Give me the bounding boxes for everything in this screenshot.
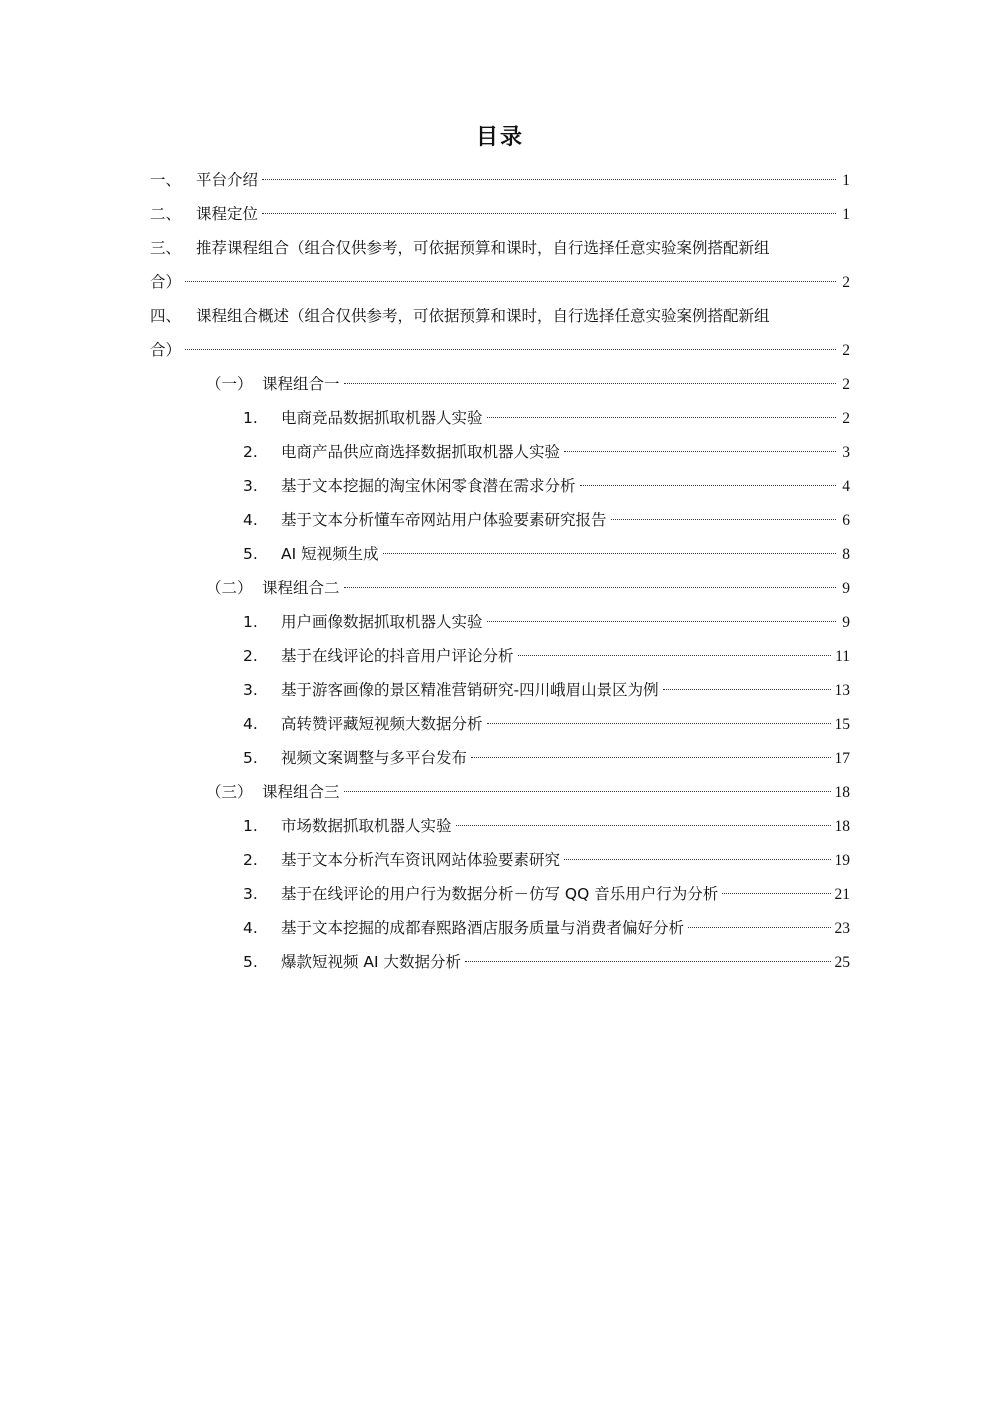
- dot-leader: [185, 281, 836, 282]
- toc-entry[interactable]: [150, 231, 850, 299]
- dot-leader: [456, 825, 831, 826]
- toc-entry-page: 2: [842, 410, 850, 427]
- toc-entry[interactable]: [150, 503, 850, 537]
- toc-entry-page: 15: [834, 716, 850, 733]
- toc-entry-number: （二）: [206, 579, 253, 597]
- toc-entry-text: 基于文本挖掘的淘宝休闲零食潜在需求分析: [281, 477, 576, 495]
- toc-entry[interactable]: [150, 843, 850, 877]
- dot-leader: [564, 451, 836, 452]
- toc-entry-page: 1: [842, 206, 850, 223]
- toc-entry-text: 基于在线评论的抖音用户评论分析: [281, 647, 514, 665]
- table-of-contents: [150, 163, 850, 979]
- dot-leader: [471, 757, 830, 758]
- toc-entry-page: 2: [842, 274, 850, 291]
- toc-entry[interactable]: [150, 401, 850, 435]
- toc-entry-page: 1: [842, 172, 850, 189]
- dot-leader: [262, 179, 836, 180]
- toc-entry[interactable]: [150, 877, 850, 911]
- toc-entry-number: 2.: [243, 647, 258, 665]
- dot-leader: [722, 893, 830, 894]
- toc-entry-text: 课程组合一: [262, 375, 340, 393]
- dot-leader: [688, 927, 830, 928]
- dot-leader: [580, 485, 836, 486]
- toc-entry-text: 课程组合三: [262, 783, 340, 801]
- toc-entry[interactable]: [150, 299, 850, 367]
- toc-entry[interactable]: [150, 673, 850, 707]
- toc-entry-page: 23: [834, 920, 850, 937]
- toc-entry-page: 3: [842, 444, 850, 461]
- toc-entry[interactable]: [150, 197, 850, 231]
- dot-leader: [465, 961, 830, 962]
- toc-entry-page: 8: [842, 546, 850, 563]
- toc-entry-number: （三）: [206, 783, 253, 801]
- toc-entry[interactable]: [150, 775, 850, 809]
- toc-entry-page: 11: [835, 648, 850, 665]
- toc-entry-text: 基于游客画像的景区精准营销研究-四川峨眉山景区为例: [281, 681, 659, 699]
- toc-entry-number: 二、: [150, 205, 182, 223]
- dot-leader: [344, 587, 836, 588]
- toc-entry[interactable]: [150, 741, 850, 775]
- toc-entry-text: 电商竞品数据抓取机器人实验: [281, 409, 483, 427]
- toc-entry[interactable]: [150, 639, 850, 673]
- toc-entry-text: 基于文本挖掘的成都春熙路酒店服务质量与消费者偏好分析: [281, 919, 685, 937]
- toc-entry-number: 1.: [243, 409, 258, 427]
- toc-entry-text: 基于文本分析懂车帝网站用户体验要素研究报告: [281, 511, 607, 529]
- toc-entry-number: 3.: [243, 885, 258, 903]
- toc-entry-text: 平台介绍: [196, 171, 259, 189]
- toc-entry-page: 17: [834, 750, 850, 767]
- toc-entry[interactable]: [150, 945, 850, 979]
- toc-entry-page: 2: [842, 376, 850, 393]
- toc-entry[interactable]: [150, 367, 850, 401]
- toc-entry-text: 推荐课程组合（组合仅供参考，可依据预算和课时，自行选择任意实验案例搭配新组: [196, 239, 770, 257]
- dot-leader: [344, 791, 831, 792]
- toc-entry-page: 21: [834, 886, 850, 903]
- dot-leader: [487, 621, 836, 622]
- toc-entry-text: 课程组合概述（组合仅供参考，可依据预算和课时，自行选择任意实验案例搭配新组: [196, 307, 770, 325]
- toc-entry-text: 基于文本分析汽车资讯网站体验要素研究: [281, 851, 561, 869]
- toc-entry-page: 13: [834, 682, 850, 699]
- toc-entry-number: 1.: [243, 613, 258, 631]
- toc-entry[interactable]: [150, 571, 850, 605]
- toc-entry-text: AI 短视频生成: [281, 545, 379, 563]
- toc-entry-number: 4.: [243, 511, 258, 529]
- toc-entry-text: 用户画像数据抓取机器人实验: [281, 613, 483, 631]
- toc-entry-page: 9: [842, 580, 850, 597]
- dot-leader: [185, 349, 836, 350]
- toc-entry-page: 6: [842, 512, 850, 529]
- toc-entry-number: 1.: [243, 817, 258, 835]
- toc-entry-page: 25: [834, 954, 850, 971]
- toc-entry-number: 四、: [150, 307, 182, 325]
- toc-entry[interactable]: [150, 809, 850, 843]
- toc-entry-number: 2.: [243, 443, 258, 461]
- dot-leader: [564, 859, 830, 860]
- dot-leader: [344, 383, 836, 384]
- toc-entry-number: 3.: [243, 477, 258, 495]
- toc-entry[interactable]: [150, 707, 850, 741]
- toc-entry-text: 视频文案调整与多平台发布: [281, 749, 468, 767]
- toc-entry-text: 课程组合二: [262, 579, 340, 597]
- toc-entry-text: 课程定位: [196, 205, 259, 223]
- page-title: 目录: [475, 125, 524, 150]
- toc-entry-number: 一、: [150, 171, 182, 189]
- dot-leader: [518, 655, 832, 656]
- toc-entry-number: 4.: [243, 919, 258, 937]
- toc-entry-text: 爆款短视频 AI 大数据分析: [281, 953, 462, 971]
- toc-entry-page: 19: [834, 852, 850, 869]
- toc-entry[interactable]: [150, 435, 850, 469]
- dot-leader: [663, 689, 831, 690]
- toc-entry-number: （一）: [206, 375, 253, 393]
- toc-entry-number: 三、: [150, 239, 182, 257]
- toc-entry-number: 5.: [243, 953, 258, 971]
- toc-entry-text-continued: 合）: [150, 273, 182, 291]
- toc-entry-number: 2.: [243, 851, 258, 869]
- toc-entry-text-continued: 合）: [150, 341, 182, 359]
- toc-entry-page: 2: [842, 342, 850, 359]
- toc-entry[interactable]: [150, 469, 850, 503]
- toc-entry-text: 市场数据抓取机器人实验: [281, 817, 452, 835]
- toc-entry-number: 4.: [243, 715, 258, 733]
- toc-entry-text: 基于在线评论的用户行为数据分析－仿写 QQ 音乐用户行为分析: [281, 885, 719, 903]
- toc-entry-number: 5.: [243, 749, 258, 767]
- toc-entry-text: 高转赞评藏短视频大数据分析: [281, 715, 483, 733]
- dot-leader: [487, 417, 836, 418]
- dot-leader: [262, 213, 836, 214]
- toc-entry-page: 4: [842, 478, 850, 495]
- toc-entry-page: 9: [842, 614, 850, 631]
- toc-entry[interactable]: [150, 537, 850, 571]
- toc-entry[interactable]: [150, 605, 850, 639]
- dot-leader: [383, 553, 836, 554]
- toc-entry[interactable]: [150, 911, 850, 945]
- toc-entry-page: 18: [834, 784, 850, 801]
- dot-leader: [487, 723, 831, 724]
- toc-entry[interactable]: [150, 163, 850, 197]
- toc-entry-text: 电商产品供应商选择数据抓取机器人实验: [281, 443, 561, 461]
- toc-entry-number: 3.: [243, 681, 258, 699]
- toc-entry-page: 18: [834, 818, 850, 835]
- toc-entry-number: 5.: [243, 545, 258, 563]
- dot-leader: [611, 519, 836, 520]
